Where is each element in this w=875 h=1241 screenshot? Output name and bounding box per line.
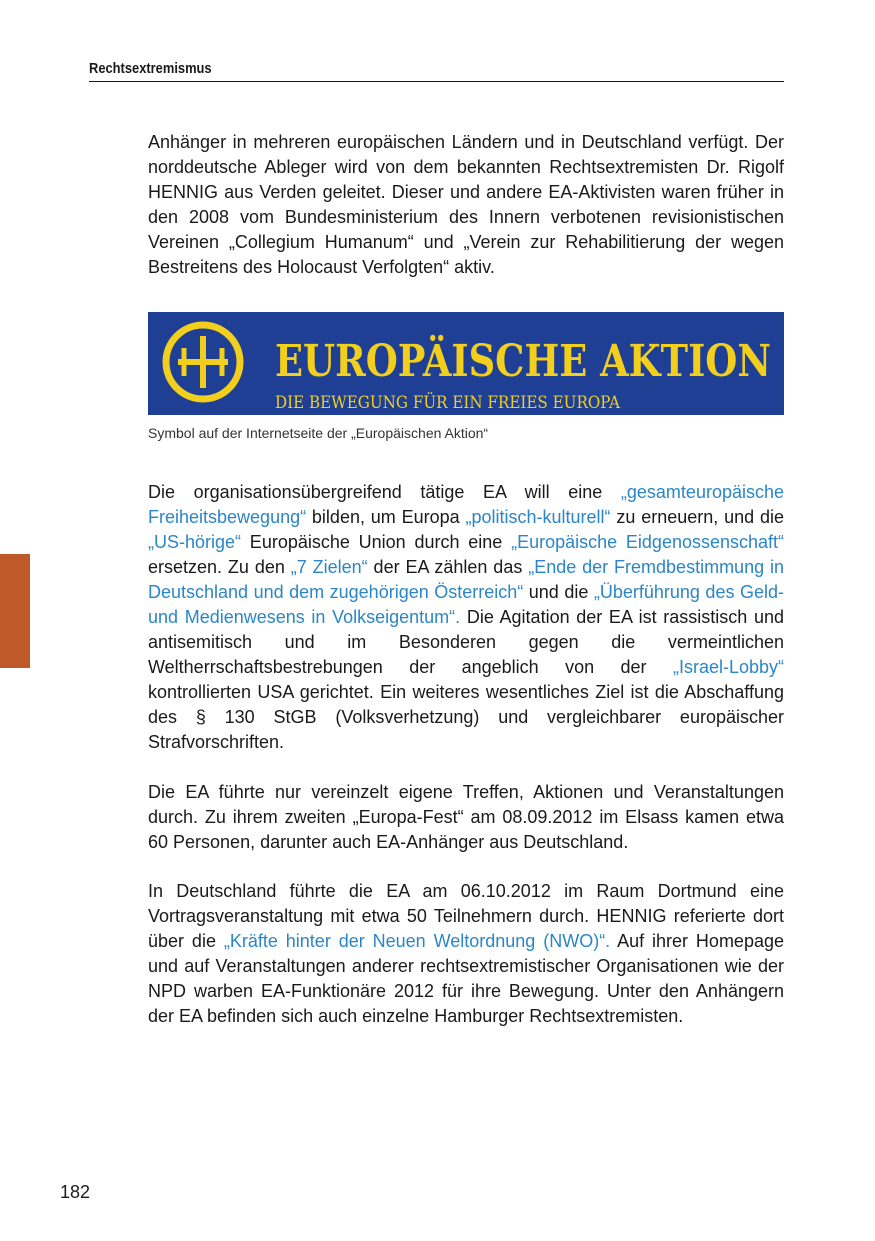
text-run: ersetzen. Zu den <box>148 557 291 577</box>
page-number: 182 <box>60 1182 91 1202</box>
paragraph-4 <box>148 879 784 1029</box>
text-run: der EA zählen das <box>367 557 529 577</box>
chapter-side-tab <box>0 554 30 668</box>
image-caption: Symbol auf der Internetseite der „Europäischen Aktion“ <box>148 425 489 441</box>
quote-highlight: „gesamteuropäische Freiheitsbewegung“ <box>148 482 784 527</box>
quote-highlight: „Ende der Fremdbestimmung in Deutschland und dem zugehörigen Österreich“ <box>148 557 784 602</box>
text-run: Auf ihrer Homepage und auf Veranstaltungen anderer rechtsextremistischer Organisationen wie der NPD warben EA-Funktionäre 2012 für ihre Bewegung. Unter den Anhängern der EA befinden sich auch einzelne Hamburger Rechtsextremisten. <box>148 931 784 1026</box>
paragraph-3-text: Die EA führte nur vereinzelt eigene Treffen, Aktionen und Veranstaltungen durch. Zu ihrem zweiten „Europa-Fest“ am 08.09.2012 im Elsass kamen etwa 60 Personen, darunter auch EA-Anhänger aus Deutschland. <box>148 782 784 852</box>
paragraph-2 <box>148 480 784 755</box>
quote-highlight: „US-hörige“ <box>148 532 242 552</box>
quote-highlight: „politisch-kulturell“ <box>465 507 611 527</box>
paragraph-4-text <box>148 879 784 1029</box>
text-run: bilden, um Europa <box>306 507 466 527</box>
quote-highlight: „7 Zielen“ <box>290 557 368 577</box>
text-run: zu erneuern, und die <box>610 507 785 527</box>
paragraph-1-text: Anhänger in mehreren europäischen Ländern und in Deutschland verfügt. Der norddeutsche Ableger wird von dem bekannten Rechtsextremisten Dr. Rigolf HENNIG aus Verden geleitet. Dieser und andere EA-Aktivisten waren früher in den 2008 vom Bundesministerium des Innern verbotenen revisionistischen Vereinen „Collegium Humanum“ und „Verein zur Rehabilitierung der wegen Bestreitens des Holocaust Verfolgten“ aktiv. <box>148 132 784 277</box>
running-header: Rechtsextremismus <box>89 60 212 77</box>
quote-highlight: „Überführung des Geld- und Medienwesens in Volkseigentum“. <box>148 582 784 627</box>
text-run: Die Agitation der EA ist rassistisch und antisemitisch und im Besonderen gegen die vermeintlichen Weltherrschaftsbestrebungen der angeblich von der <box>148 607 784 677</box>
text-run: Europäische Union durch eine <box>241 532 512 552</box>
banner-subtitle: DIE BEWEGUNG FÜR EIN FREIES EUROPA <box>275 393 663 413</box>
quote-highlight: „Europäische Eidgenossenschaft“ <box>511 532 785 552</box>
banner-title: EUROPÄISCHE AKTION <box>275 336 868 387</box>
text-run: Die organisationsübergreifend tätige EA will eine <box>148 482 621 502</box>
paragraph-1 <box>148 130 784 280</box>
text-run: und die <box>523 582 594 602</box>
quote-highlight: „Israel-Lobby“ <box>672 657 784 677</box>
quote-highlight: „Kräfte hinter der Neuen Weltordnung (NWO)“. <box>223 931 611 951</box>
paragraph-2-text <box>148 480 784 755</box>
text-run: kontrollierten USA gerichtet. Ein weiteres wesentliches Ziel ist die Abschaffung des § 130 StGB (Volksverhetzung) und vergleichbarer europäischer Strafvorschriften. <box>148 682 784 752</box>
header-rule <box>89 81 784 82</box>
paragraph-3 <box>148 780 784 855</box>
text-run: In Deutschland führte die EA am 06.10.2012 im Raum Dortmund eine Vortragsveranstaltung mit etwa 50 Teilnehmern durch. HENNIG referierte dort über die <box>148 881 784 951</box>
europaeische-aktion-banner <box>148 312 868 415</box>
